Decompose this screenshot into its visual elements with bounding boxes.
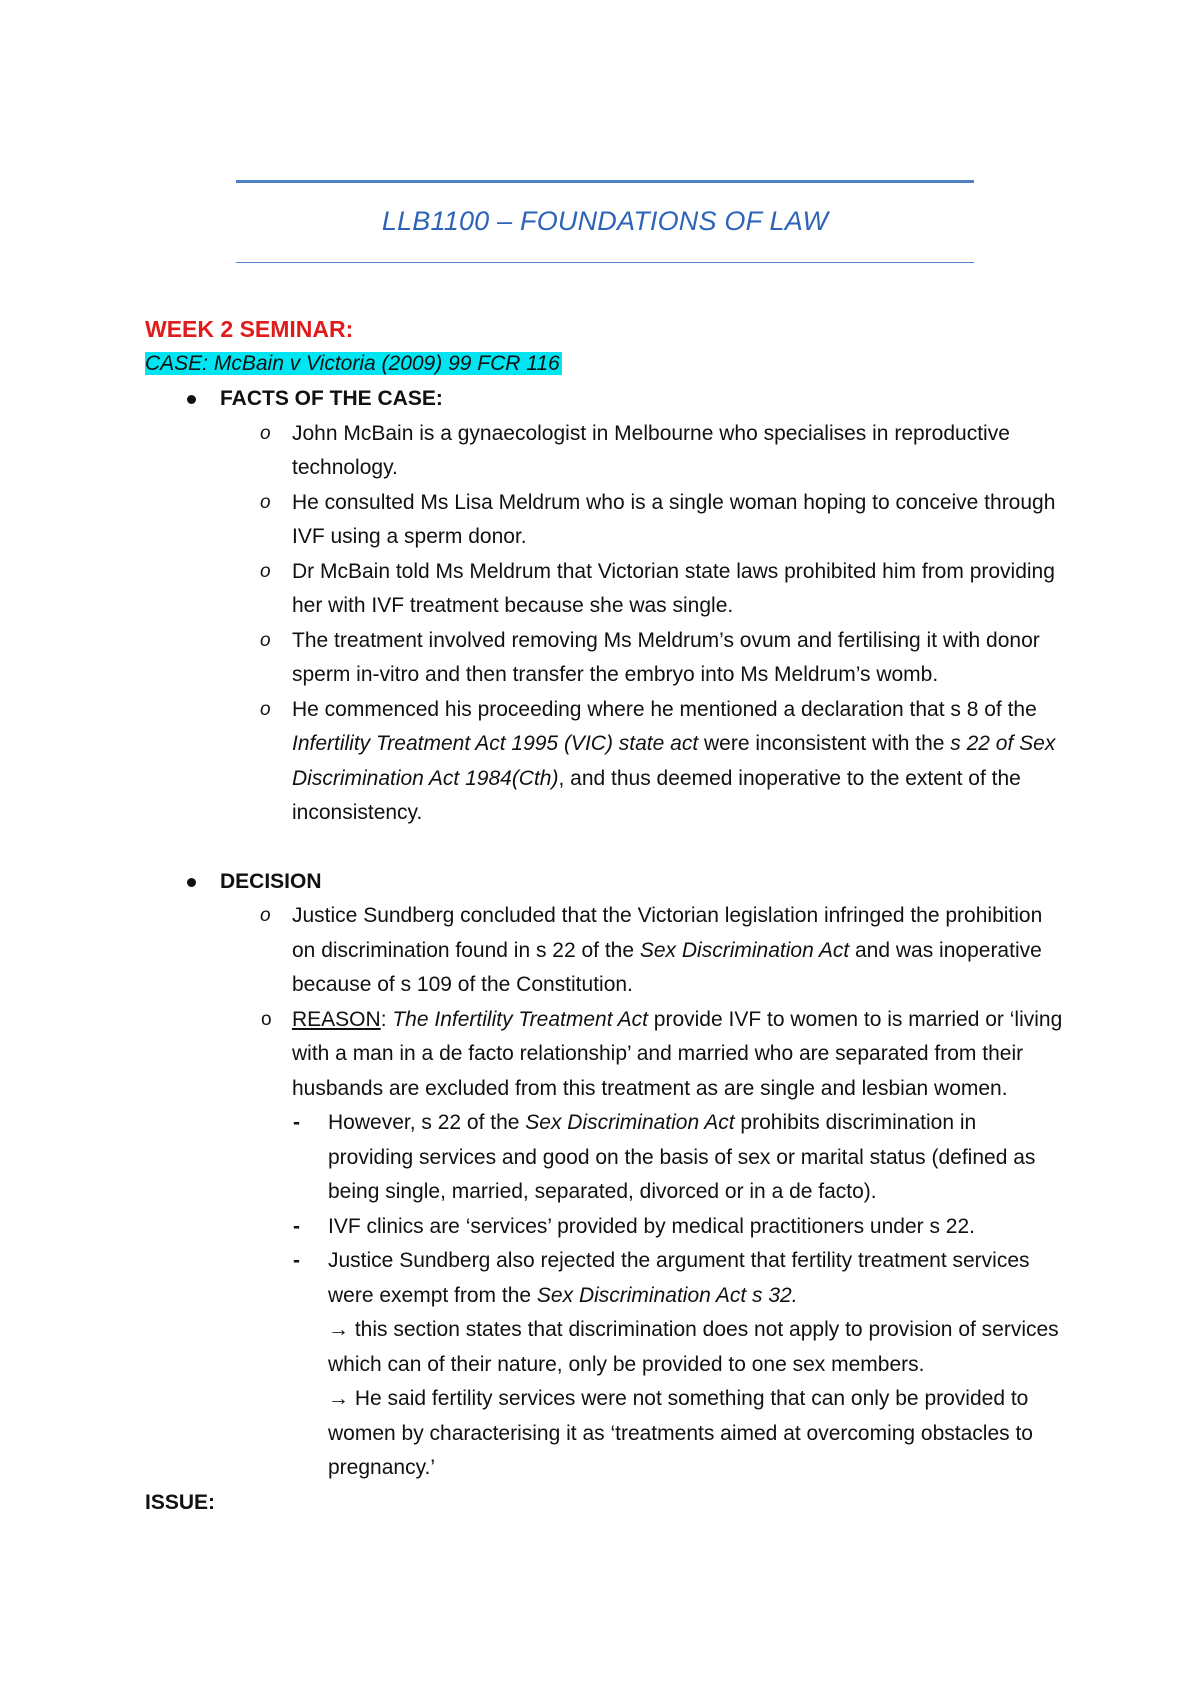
sub-item-text: However, s 22 of the <box>328 1111 526 1134</box>
facts-item-text: John McBain is a gynaecologist in Melbourne who specialises in reproductive technology. <box>292 421 1010 479</box>
document-body <box>145 312 1065 1520</box>
decision-item <box>145 899 1065 1003</box>
facts-item <box>145 555 1065 624</box>
decision-heading-label: DECISION <box>220 869 322 893</box>
dash-bullet-icon: - <box>293 1249 300 1272</box>
facts-heading-label: FACTS OF THE CASE: <box>220 387 443 410</box>
arrow-note: → this section states that discrimination does not apply to provision of services which can of their nature, only be provided to one sex members. <box>328 1318 1059 1376</box>
bullet-o-icon: o <box>260 560 271 582</box>
bullet-o-icon: o <box>260 698 271 720</box>
reason-colon: : <box>380 1007 393 1031</box>
reason-sub-item <box>145 1210 1065 1245</box>
document-title: LLB1100 – FOUNDATIONS OF LAW <box>381 206 829 236</box>
act-citation: s 22 of Sex Discrimination Act 1984(Cth) <box>292 732 1056 790</box>
case-citation <box>145 346 1065 382</box>
sub-item-text: prohibits discrimination in providing services and good on the basis of sex or marital status (defined as being single, married, separated, divorced or in a de facto). <box>328 1111 1036 1203</box>
bullet-o-icon: o <box>260 422 271 444</box>
reason-item <box>145 1003 1065 1107</box>
act-citation: Sex Discrimination Act <box>639 938 850 962</box>
facts-item-text: , and thus deemed inoperative to the extent of the inconsistency. <box>292 766 1021 824</box>
facts-list <box>145 417 1065 831</box>
act-citation: Infertility Treatment Act 1995 (VIC) state act <box>292 732 699 755</box>
title-top-rule <box>236 180 974 183</box>
reason-sub-item <box>145 1106 1065 1210</box>
spacer <box>145 831 1065 865</box>
bullet-dot-icon <box>187 395 196 404</box>
case-citation-highlight: CASE: McBain v Victoria (2009) 99 FCR 116 <box>145 352 560 375</box>
decision-item-text: and was inoperative because of s 109 of the Constitution. <box>292 938 1042 996</box>
facts-item-text: Dr McBain told Ms Meldrum that Victorian state laws prohibited him from providing her with IVF treatment because she was single. <box>292 559 1055 617</box>
facts-item-text: were inconsistent with the <box>698 732 951 755</box>
facts-heading <box>145 382 1065 417</box>
issue-heading: ISSUE: <box>145 1490 216 1514</box>
facts-item <box>145 417 1065 486</box>
reason-sub-item <box>145 1244 1065 1313</box>
facts-item <box>145 693 1065 831</box>
decision-list <box>145 899 1065 1486</box>
facts-item-text: He commenced his proceeding where he mentioned a declaration that s 8 of the <box>292 697 1037 721</box>
title-bottom-rule <box>236 262 974 263</box>
act-citation: Sex Discrimination Act <box>525 1111 735 1134</box>
facts-item-text: The treatment involved removing Ms Meldrum’s ovum and fertilising it with donor sperm in-vitro and then transfer the embryo into Ms Meldrum’s womb. <box>292 628 1040 686</box>
bullet-dot-icon <box>187 878 196 887</box>
sub-item-text: IVF clinics are ‘services’ provided by medical practitioners under s 22. <box>328 1214 975 1238</box>
bullet-o-icon: o <box>261 1008 272 1030</box>
bullet-o-icon: o <box>260 629 271 651</box>
decision-heading <box>145 865 1065 900</box>
facts-item-text: He consulted Ms Lisa Meldrum who is a single woman hoping to conceive through IVF using a sperm donor. <box>292 490 1056 548</box>
facts-item <box>145 486 1065 555</box>
dash-bullet-icon: - <box>293 1214 300 1238</box>
act-citation: Sex Discrimination Act s 32. <box>536 1283 798 1307</box>
week-heading: WEEK 2 SEMINAR: <box>145 316 354 342</box>
dash-bullet-icon: - <box>293 1111 300 1134</box>
act-citation: The Infertility Treatment Act <box>392 1007 648 1031</box>
bullet-o-icon: o <box>260 905 271 926</box>
sub-item-text: Justice Sundberg also rejected the argument that fertility treatment services were exempt from the <box>328 1249 1030 1307</box>
facts-item <box>145 624 1065 693</box>
arrow-note: → He said fertility services were not something that can only be provided to women by characterising it as ‘treatments aimed at overcoming obstacles to pregnancy.’ <box>328 1387 1033 1479</box>
reason-text: provide IVF to women to is married or ‘living with a man in a de facto relationship’ and married who are separated from their husbands are excluded from this treatment as are single and lesbian women. <box>292 1007 1063 1100</box>
decision-item-text: Justice Sundberg concluded that the Victorian legislation infringed the prohibition on discrimination found in s 22 of the <box>292 904 1043 962</box>
reason-label: REASON <box>292 1007 381 1031</box>
bullet-o-icon: o <box>260 491 271 513</box>
